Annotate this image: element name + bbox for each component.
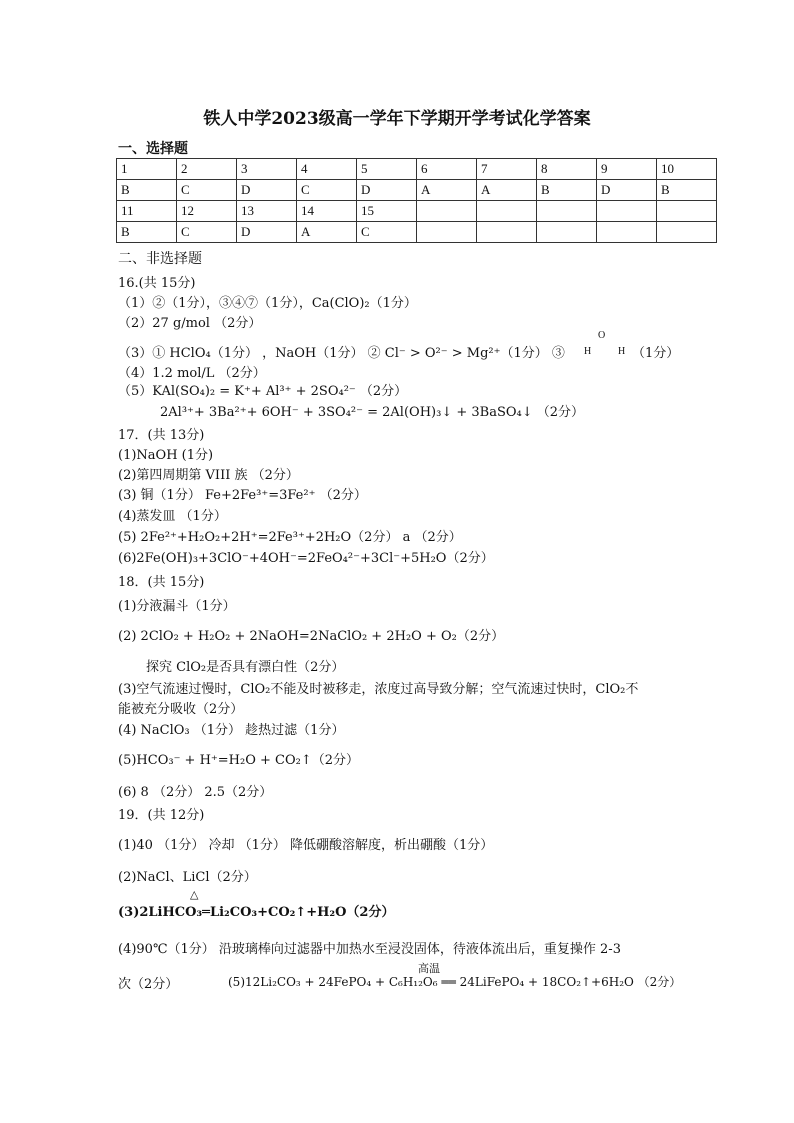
table-cell <box>657 222 717 243</box>
table-cell: D <box>357 180 417 201</box>
table-cell <box>537 201 597 222</box>
q17-6: (6)2Fe(OH)₃+3ClO⁻+4OH⁻=2FeO₄²⁻+3Cl⁻+5H₂O（2分） <box>118 551 494 566</box>
table-cell <box>417 222 477 243</box>
q19-1: (1)40 （1分） 冷却 （1分） 降低硼酸溶解度，析出硼酸（1分） <box>118 838 494 853</box>
q17-5: (5) 2Fe²⁺+H₂O₂+2H⁺=2Fe³⁺+2H₂O（2分） a （2分） <box>118 530 462 545</box>
table-cell <box>477 222 537 243</box>
page-title: 铁人中学2023级高一学年下学期开学考试化学答案 <box>203 109 591 129</box>
q16-header: 16.(共 15分) <box>118 276 196 291</box>
table-cell: A <box>477 180 537 201</box>
q17-4: (4)蒸发皿 （1分） <box>118 509 227 524</box>
table-row <box>117 201 717 222</box>
table-cell: 2 <box>177 159 237 180</box>
q19-4b: 次（2分） <box>118 977 179 992</box>
table-cell: 12 <box>177 201 237 222</box>
q16-1: （1）②（1分），③④⑦（1分），Ca(ClO)₂（1分） <box>118 296 417 311</box>
table-cell: 3 <box>237 159 297 180</box>
q18-2b: 探究 ClO₂是否具有漂白性（2分） <box>146 660 345 675</box>
q16-5a: （5）KAl(SO₄)₂ = K⁺+ Al³⁺ + 2SO₄²⁻ （2分） <box>118 384 408 399</box>
table-cell: C <box>357 222 417 243</box>
q18-4: (4) NaClO₃ （1分） 趁热过滤（1分） <box>118 723 345 738</box>
q19-4a: (4)90℃（1分） 沿玻璃棒向过滤器中加热水至浸没固体，待液体流出后，重复操作 2-3 <box>118 942 621 957</box>
q17-header: 17．(共 13分) <box>118 428 205 443</box>
table-cell: C <box>297 180 357 201</box>
table-cell <box>657 201 717 222</box>
q18-1: (1)分液漏斗（1分） <box>118 599 236 614</box>
q19-5: (5)12Li₂CO₃ + 24FePO₄ + C₆H₁₂O₆ ══ 24LiFePO₄ + 18CO₂↑+6H₂O （2分） <box>228 975 682 989</box>
q16-4: （4）1.2 mol/L （2分） <box>118 366 266 381</box>
table-cell: B <box>657 180 717 201</box>
table-cell: C <box>177 180 237 201</box>
q17-3: (3) 铜（1分） Fe+2Fe³⁺=3Fe²⁺ （2分） <box>118 488 367 503</box>
q18-header: 18．(共 15分) <box>118 575 205 590</box>
table-cell <box>417 201 477 222</box>
table-cell: 8 <box>537 159 597 180</box>
q18-2: (2) 2ClO₂ + H₂O₂ + 2NaOH=2NaClO₂ + 2H₂O + O₂（2分） <box>118 629 505 644</box>
section-heading-nonchoice: 二、非选择题 <box>118 251 202 267</box>
q16-5b: 2Al³⁺+ 3Ba²⁺+ 6OH⁻ + 3SO₄²⁻ = 2Al(OH)₃↓ + 3BaSO₄↓ （2分） <box>160 405 585 420</box>
table-cell: 6 <box>417 159 477 180</box>
table-cell: D <box>237 222 297 243</box>
table-cell: 9 <box>597 159 657 180</box>
table-cell <box>477 201 537 222</box>
table-cell: B <box>537 180 597 201</box>
q16-3a: （3）① HClO₄（1分） ，NaOH（1分） ② Cl⁻ > O²⁻ > Mg²⁺（1分） ③ <box>118 346 565 361</box>
q19-2: (2)NaCl、LiCl（2分） <box>118 870 257 885</box>
table-cell: 11 <box>117 201 177 222</box>
q19-5-condition: 高温 <box>418 962 440 975</box>
table-cell: 7 <box>477 159 537 180</box>
table-cell <box>597 201 657 222</box>
table-cell: A <box>297 222 357 243</box>
table-cell: 1 <box>117 159 177 180</box>
q18-5: (5)HCO₃⁻ + H⁺=H₂O + CO₂↑（2分） <box>118 753 360 768</box>
table-cell: 10 <box>657 159 717 180</box>
table-cell: D <box>237 180 297 201</box>
q19-3: (3)2LiHCO₃═Li₂CO₃+CO₂↑+H₂O（2分） <box>118 905 395 920</box>
section-heading-choice: 一、选择题 <box>118 141 188 157</box>
q18-3a: (3)空气流速过慢时，ClO₂不能及时被移走，浓度过高导致分解；空气流速过快时，ClO₂不 <box>118 682 639 697</box>
table-cell <box>537 222 597 243</box>
table-row <box>117 222 717 243</box>
q17-2: (2)第四周期第 VIII 族 （2分） <box>118 468 299 483</box>
q17-1: (1)NaOH (1分) <box>118 448 214 463</box>
table-cell: 13 <box>237 201 297 222</box>
table-cell: B <box>117 180 177 201</box>
table-cell: D <box>597 180 657 201</box>
q19-3-condition: △ <box>190 888 199 901</box>
water-molecule-h-right: H <box>618 346 626 357</box>
table-cell: 15 <box>357 201 417 222</box>
table-cell <box>597 222 657 243</box>
table-cell: A <box>417 180 477 201</box>
q18-3b: 能被充分吸收（2分） <box>118 702 244 717</box>
water-molecule-o: O <box>598 330 606 341</box>
q16-3b: （1分） <box>632 346 680 361</box>
q18-6: (6) 8 （2分） 2.5（2分） <box>118 785 273 800</box>
answer-table <box>116 158 717 243</box>
q19-header: 19．(共 12分) <box>118 808 205 823</box>
table-cell: 14 <box>297 201 357 222</box>
table-row <box>117 180 717 201</box>
table-cell: C <box>177 222 237 243</box>
water-molecule-h-left: H <box>584 346 592 357</box>
table-cell: B <box>117 222 177 243</box>
table-cell: 5 <box>357 159 417 180</box>
table-row <box>117 159 717 180</box>
q16-2: （2）27 g/mol （2分） <box>118 316 262 331</box>
table-cell: 4 <box>297 159 357 180</box>
